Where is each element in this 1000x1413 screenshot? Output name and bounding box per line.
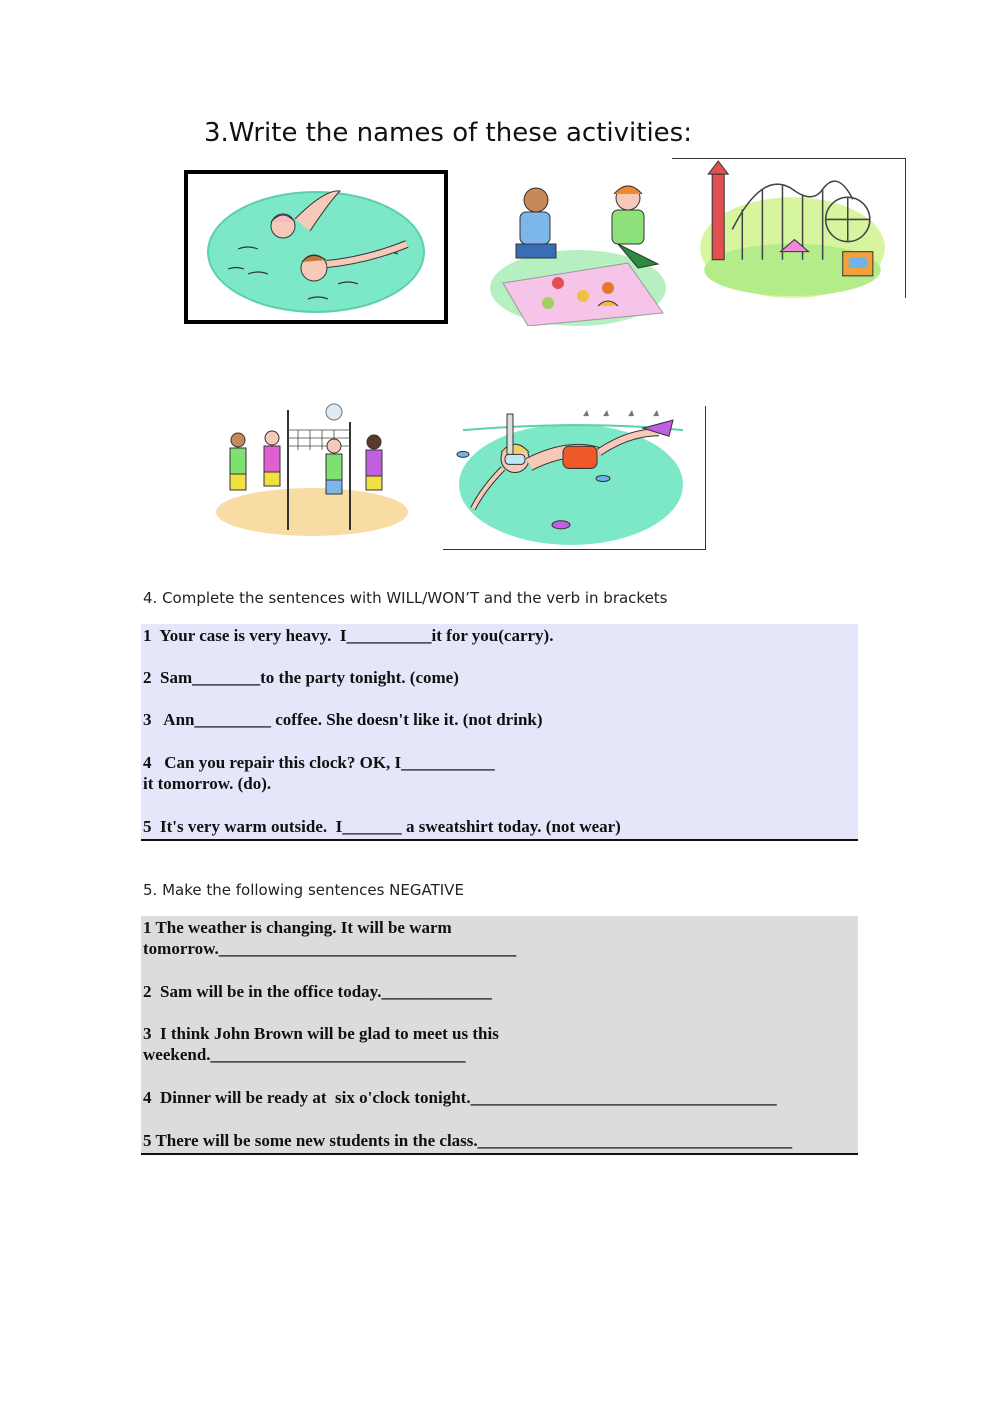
picnic-image: [488, 178, 668, 326]
sentence-5-1b: tomorrow.___________________________________: [143, 939, 517, 958]
amusement-park-image: [672, 158, 906, 298]
sentence-4-2: 2 Sam________to the party tonight. (come): [143, 668, 459, 687]
sentence-5-2: 2 Sam will be in the office today._____________: [143, 982, 492, 1001]
section-3-title: 3.Write the names of these activities:: [204, 118, 692, 148]
section-4-heading: 4. Complete the sentences with WILL/WON’T and the verb in brackets: [143, 589, 668, 607]
sentence-4-1: 1 Your case is very heavy. I__________it for you(carry).: [143, 626, 554, 645]
sentence-4-4a: 4 Can you repair this clock? OK, I___________: [143, 753, 495, 772]
section-5-panel: [141, 916, 858, 1155]
sentence-5-3b: weekend.______________________________: [143, 1045, 466, 1064]
sentence-4-3: 3 Ann_________ coffee. She doesn't like it. (not drink): [143, 710, 543, 729]
sentence-5-1a: 1 The weather is changing. It will be warm: [143, 918, 452, 937]
sentence-5-3a: 3 I think John Brown will be glad to meet us this: [143, 1024, 499, 1043]
snorkeling-image: [443, 406, 706, 550]
volleyball-image: [214, 402, 410, 536]
sentence-5-4: 4 Dinner will be ready at six o'clock tonight.____________________________________: [143, 1088, 777, 1107]
section-5-heading: 5. Make the following sentences NEGATIVE: [143, 881, 464, 899]
sentence-5-5: 5 There will be some new students in the class._____________________________________: [143, 1131, 793, 1150]
sentence-4-4b: it tomorrow. (do).: [143, 774, 272, 793]
sentence-4-5: 5 It's very warm outside. I_______ a sweatshirt today. (not wear): [143, 817, 621, 836]
section-4-panel: [141, 624, 858, 841]
swimming-image: [184, 170, 448, 324]
